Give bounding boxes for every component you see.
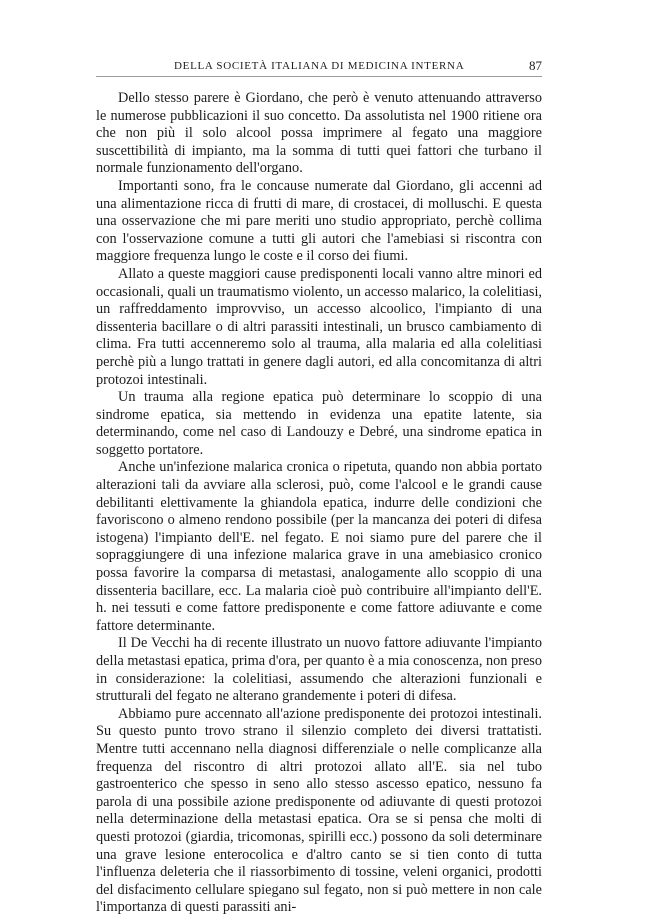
header-title: DELLA SOCIETÀ ITALIANA DI MEDICINA INTERNA <box>174 60 465 72</box>
paragraph: Importanti sono, fra le concause numerate dal Giordano, gli accenni ad una alimentazione ricca di frutti di mare, di crostacei, di molluschi. E questa una osservazione che mi pare meriti uno studio appropriato, perchè collima con l'osservazione comune a tutti gli autori che l'amebiasi si riscontra con maggiore frequenza lungo le coste e il corso dei fiumi. <box>96 177 542 265</box>
paragraph: Dello stesso parere è Giordano, che però è venuto attenuando attraverso le numerose pubblicazioni il suo concetto. Da assolutista nel 1900 ritiene ora che non più il solo alcool possa imprimere al fegato una maggiore suscettibilità di impianto, ma la somma di tutti quei fattori che turbano il normale funzionamento dell'organo. <box>96 90 542 177</box>
paragraph: Allato a queste maggiori cause predisponenti locali vanno altre minori ed occasionali, quali un traumatismo violento, un accesso malarico, la colelitiasi, un raffreddamento improvviso, un accesso alcoolico, l'impianto di una dissenteria bacillare o di altri parassiti intestinali, un brusco cambiamento di clima. Fra tutti accenneremo solo al trauma, alla malaria ed alla colelitiasi perchè più a lungo trattati in genere dagli autori, ed alla concomitanza di altri protozoi intestinali. <box>96 265 542 388</box>
page-number: 87 <box>529 58 542 73</box>
running-header <box>96 58 542 76</box>
paragraph: Un trauma alla regione epatica può determinare lo scoppio di una sindrome epatica, sia mettendo in evidenza una epatite latente, sia determinando, come nel caso di Landouzy e Debré, una sindrome epatica in soggetto portatore. <box>96 389 542 458</box>
paragraph: Il De Vecchi ha di recente illustrato un nuovo fattore adiuvante l'impianto della metastasi epatica, prima d'ora, per quanto è a mia conoscenza, non preso in considerazione: la colelitiasi, assumendo che alterazioni funzionali e strutturali del fegato ne alterano grandemente i poteri di difesa. <box>96 635 542 705</box>
body-text <box>96 90 542 917</box>
paragraph: Abbiamo pure accennato all'azione predisponente dei protozoi intestinali. Su questo punto trovo strano il silenzio completo dei diversi trattatisti. Mentre tutti accennano nella diagnosi differenziale o nelle complicanze alla frequenza del riscontro di altri protozoi allato all'E. sia nel tubo gastroenterico che spesso in seno allo stesso ascesso epatico, nessuno fa parola di una possibile azione predisponente od adiuvante di questi protozoi nella determinazione della metastasi epatica. Ora se si pensa che molti di questi protozoi (giardia, tricomonas, spirilli ecc.) possono da soli determinare una grave lesione enterocolica e d'altro canto se si tien conto di tutta l'influenza deleteria che il riassorbimento di tossine, veleni organici, prodotti del disfacimento cellulare spiegano sul fegato, non si può mettere in non cale l'importanza di questi parassiti ani- <box>96 705 542 916</box>
paragraph: Anche un'infezione malarica cronica o ripetuta, quando non abbia portato alterazioni tali da avviare alla sclerosi, può, come l'alcool e le grandi cause debilitanti elettivamente la ghiandola epatica, indurre delle condizioni che favoriscono o almeno rendono possibile (per la mancanza dei poteri di difesa istogena) l'impianto dell'E. nel fegato. E noi siamo pure del parere che il sopraggiungere di una infezione malarica grave in una amebiasico cronico possa favorire la comparsa di metastasi, analogamente allo scoppio di una dissenteria bacillare, ecc. La malaria cioè può contribuire all'impianto dell'E. h. nei tessuti e come fattore predisponente e come fattore adiuvante e come fattore determinante. <box>96 459 542 634</box>
header-rule <box>96 76 542 77</box>
